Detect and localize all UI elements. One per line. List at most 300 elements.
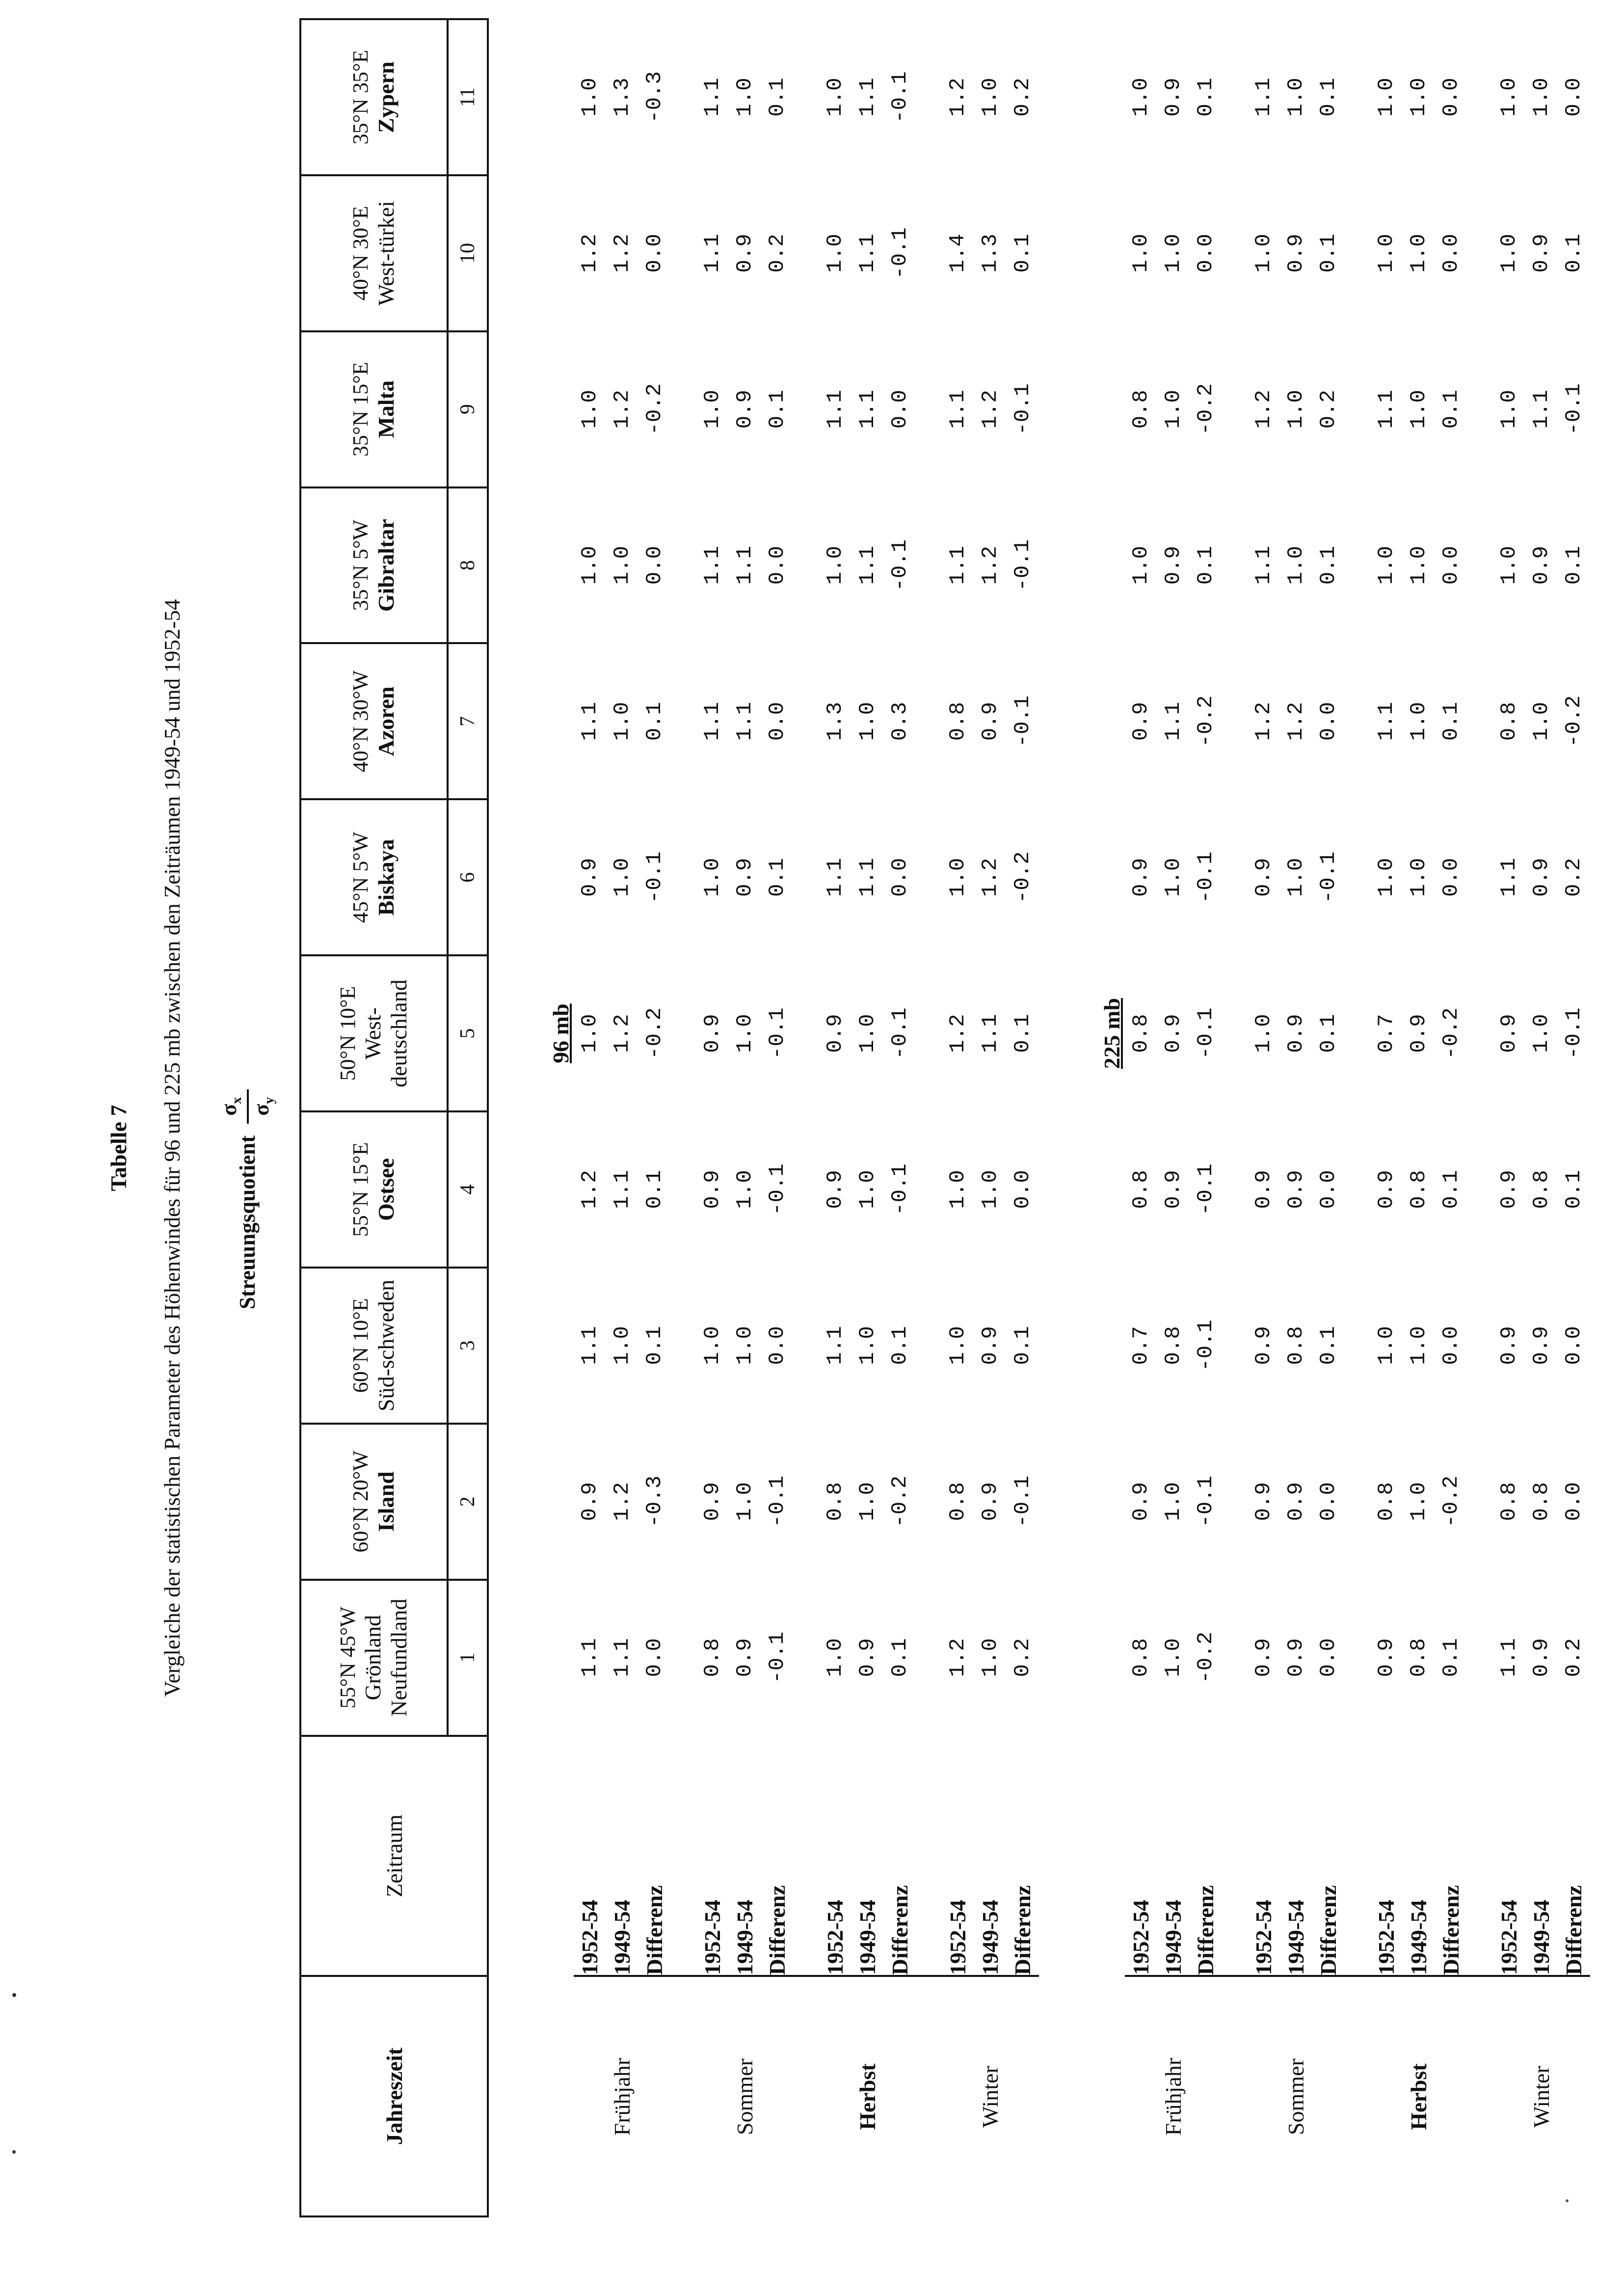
value-cell: 0.9 [1251,1326,1276,1365]
value-cell: 1.0 [1374,858,1399,897]
header-row-locations [300,19,448,2216]
location-coord: 40°N 30°E [348,206,373,301]
value-cell: 0.7 [1374,1014,1399,1053]
value-cell: 1.2 [578,234,602,273]
value-cell: 0.9 [1529,545,1554,585]
spacer-cell [1467,1736,1493,1976]
value-cell: 0.1 [642,1170,667,1209]
period-label: 1952-54 [696,1736,729,1976]
group-spacer [671,19,696,2216]
value-cell: 0.9 [1161,545,1186,585]
table-row [819,19,851,2216]
value-cell: 1.1 [1251,545,1276,585]
value-cell: 1.1 [855,78,880,117]
data-table [299,18,1590,2217]
section-label: 225 mb [1099,998,1124,1069]
value-cell: 1.0 [700,390,725,429]
value-cell: 0.9 [1251,1482,1276,1521]
value-cell: 1.0 [1161,1482,1186,1521]
value-cell: 1.1 [946,390,970,429]
value-cell: 0.9 [978,702,1003,741]
value-cell: 1.1 [733,545,757,585]
value-cell: 1.2 [946,78,970,117]
period-label: 1952-54 [1248,1736,1280,1976]
value-cell: 1.0 [1407,234,1431,273]
value-cell: 1.2 [610,1014,635,1053]
table-row [729,19,761,2216]
value-cell: 0.0 [765,702,790,741]
value-cell: 1.0 [1251,234,1276,273]
value-cell: 1.0 [1407,390,1431,429]
value-cell: 0.0 [1439,545,1463,585]
value-cell: 1.1 [578,702,602,741]
value-cell: 0.0 [1562,78,1586,117]
value-cell: 1.0 [1161,1638,1186,1677]
value-cell: 1.1 [578,1638,602,1677]
table-row [1493,19,1525,2216]
spacer-cell [794,1736,819,1976]
value-cell: 0.9 [1284,1014,1308,1053]
value-cell: -0.1 [1194,1007,1218,1059]
location-coord: 35°N 15°E [348,362,373,457]
value-cell: 1.1 [978,1014,1003,1053]
value-cell: 0.1 [888,1326,912,1365]
value-cell: 0.1 [765,78,790,117]
value-cell: 1.0 [1497,234,1521,273]
table-row [1370,19,1403,2216]
value-cell: 1.0 [733,1326,757,1365]
period-label: 1949-54 [851,1736,884,1976]
table-row [851,19,884,2216]
value-cell: 1.1 [823,1326,848,1365]
value-cell: 0.1 [1562,1170,1586,1209]
spacer-cell [916,1736,942,1976]
value-cell: 1.1 [1497,858,1521,897]
value-cell: 1.0 [1374,78,1399,117]
header-column-number-11: 11 [448,19,488,175]
value-cell: 1.1 [823,390,848,429]
denominator-symbol: σ [249,1104,273,1116]
value-cell: 0.0 [1439,234,1463,273]
value-cell: -0.1 [1562,383,1586,435]
value-cell: 0.9 [1497,1170,1521,1209]
value-cell: 0.0 [1562,1482,1586,1521]
value-cell: 1.1 [855,858,880,897]
value-cell: 0.1 [1439,702,1463,741]
value-cell: 0.0 [1316,1638,1341,1677]
value-cell: 0.8 [1129,390,1153,429]
numerator-subscript: x [229,1097,244,1104]
value-cell: 1.0 [1497,545,1521,585]
spacer-cell [1222,1736,1248,1976]
value-cell: 1.0 [1497,78,1521,117]
value-cell: 1.0 [1407,1326,1431,1365]
header-column-number-7: 7 [448,643,488,799]
spacer-cell [916,19,942,1736]
value-cell: 1.0 [610,545,635,585]
value-cell: 0.0 [1439,858,1463,897]
value-cell: 0.1 [1439,1170,1463,1209]
period-label: Differenz [1435,1736,1467,1976]
value-cell: 1.0 [978,78,1003,117]
table-row [639,19,671,2216]
period-label: Differenz [1312,1736,1345,1976]
value-cell: 1.2 [1251,702,1276,741]
value-cell: 0.9 [1529,234,1554,273]
value-cell: 0.0 [1439,1326,1463,1365]
period-label: 1952-54 [942,1736,974,1976]
value-cell: 0.9 [1497,1326,1521,1365]
value-cell: 1.1 [1529,390,1554,429]
value-cell: 0.9 [978,1326,1003,1365]
period-label: 1949-54 [729,1736,761,1976]
value-cell: 0.0 [765,1326,790,1365]
location-name: Süd-schweden [373,1279,399,1411]
value-cell: 1.0 [610,1326,635,1365]
value-cell: 1.0 [1251,1014,1276,1053]
value-cell: 1.0 [1284,390,1308,429]
value-cell: 0.1 [1011,1326,1035,1365]
value-cell: 1.1 [1374,702,1399,741]
period-label: 1952-54 [574,1736,606,1976]
location-name: Gibraltar [373,518,399,612]
value-cell: 0.9 [733,390,757,429]
value-cell: 0.9 [733,1638,757,1677]
value-cell: 1.1 [700,234,725,273]
value-cell: 0.1 [1316,1014,1341,1053]
value-cell: 0.8 [1407,1638,1431,1677]
period-label: Differenz [1190,1736,1222,1976]
value-cell: -0.3 [642,71,667,123]
table-row [606,19,639,2216]
value-cell: 0.0 [1439,78,1463,117]
value-cell: 0.8 [1529,1170,1554,1209]
location-coord: 55°N 45°W [335,1606,360,1709]
period-label: 1952-54 [1125,1736,1157,1976]
value-cell: 1.0 [823,545,848,585]
value-cell: 1.2 [978,545,1003,585]
value-cell: 0.8 [1529,1482,1554,1521]
location-coord: 60°N 20°W [348,1450,373,1553]
value-cell: 1.0 [700,858,725,897]
value-cell: 0.9 [733,858,757,897]
group-spacer [916,19,942,2216]
value-cell: 1.0 [1129,78,1153,117]
table-row [1125,19,1157,2216]
value-cell: 0.1 [1011,1014,1035,1053]
value-cell: 1.0 [578,545,602,585]
value-cell: -0.1 [642,851,667,904]
value-cell: -0.3 [642,1475,667,1528]
table-row [1403,19,1435,2216]
value-cell: 1.2 [610,390,635,429]
value-cell: 1.0 [733,1170,757,1209]
value-cell: 0.1 [1562,545,1586,585]
table-title: Tabelle 7 [106,1105,131,1191]
value-cell: 1.0 [946,1326,970,1365]
value-cell: 1.1 [855,390,880,429]
value-cell: 1.4 [946,234,970,273]
table-row [1435,19,1467,2216]
value-cell: 0.1 [888,1638,912,1677]
value-cell: 1.1 [1251,78,1276,117]
value-cell: 0.9 [823,1170,848,1209]
value-cell: 1.1 [578,1326,602,1365]
table-row [974,19,1007,2216]
value-cell: 1.0 [578,1014,602,1053]
period-label: 1949-54 [1280,1736,1312,1976]
scan-speck [12,1993,16,1997]
location-name: Ostsee [373,1158,399,1221]
value-cell: 1.0 [1284,545,1308,585]
spacer-cell [916,1976,942,2216]
value-cell: -0.1 [765,1007,790,1059]
value-cell: 1.0 [578,390,602,429]
value-cell: 0.0 [642,234,667,273]
location-coord: 45°N 5°W [348,832,373,923]
season-label: Winter [1529,2066,1554,2128]
table-row [761,19,794,2216]
value-cell: -0.2 [1194,1631,1218,1684]
value-cell: 0.8 [946,702,970,741]
value-cell: 0.1 [642,1326,667,1365]
value-cell: 1.0 [1407,858,1431,897]
value-cell: 0.8 [1284,1326,1308,1365]
value-cell: -0.2 [1439,1007,1463,1059]
value-cell: 0.1 [1316,234,1341,273]
value-cell: -0.1 [765,1163,790,1216]
scan-speck [12,2150,16,2154]
value-cell: 1.0 [855,702,880,741]
value-cell: 1.0 [1129,545,1153,585]
value-cell: 0.2 [1011,1638,1035,1677]
season-label: Winter [978,2066,1003,2128]
value-cell: -0.1 [765,1631,790,1684]
value-cell: 1.0 [946,1170,970,1209]
spacer-cell [671,19,696,1736]
sigma-ratio-fraction [218,1089,276,1124]
value-cell: -0.1 [888,1007,912,1059]
value-cell: 0.9 [733,234,757,273]
table-row [1157,19,1190,2216]
streuungsquotient-label: Streuungsquotient [235,1135,260,1309]
value-cell: 1.2 [610,234,635,273]
value-cell: 1.1 [823,858,848,897]
value-cell: 1.1 [1161,702,1186,741]
period-label: 1949-54 [606,1736,639,1976]
value-cell: 1.1 [1497,1638,1521,1677]
value-cell: 0.1 [765,858,790,897]
value-cell: 1.2 [610,1482,635,1521]
value-cell: -0.1 [888,539,912,592]
header-column-number-9: 9 [448,331,488,487]
table-row [1007,19,1039,2216]
group-spacer [1222,19,1248,2216]
table-body [488,19,1590,2216]
value-cell: -0.1 [1011,695,1035,748]
value-cell: -0.1 [888,227,912,279]
numerator-symbol: σ [217,1104,241,1116]
period-label: 1949-54 [1157,1736,1190,1976]
value-cell: 1.0 [1161,390,1186,429]
value-cell: 0.9 [1497,1014,1521,1053]
value-cell: 1.0 [578,78,602,117]
value-cell: 0.9 [1284,1482,1308,1521]
value-cell: -0.2 [888,1475,912,1528]
period-label: 1952-54 [1493,1736,1525,1976]
value-cell: 1.2 [978,858,1003,897]
location-name: Island [373,1471,399,1532]
value-cell: 0.8 [700,1638,725,1677]
location-name: West-türkei [373,201,399,306]
header-zeitraum: Zeitraum [300,1736,488,1976]
value-cell: 0.2 [1562,1638,1586,1677]
value-cell: 0.1 [1194,545,1218,585]
spacer-cell [671,1976,696,2216]
value-cell: -0.1 [1194,1475,1218,1528]
section-spacer [1039,1111,1125,2216]
table-row [1280,19,1312,2216]
value-cell: 1.0 [978,1638,1003,1677]
header-column-number-6: 6 [448,799,488,955]
spacer-cell [1467,19,1493,1736]
value-cell: -0.1 [888,1163,912,1216]
value-cell: 0.8 [823,1482,848,1521]
table-row [1525,19,1558,2216]
value-cell: 0.9 [578,858,602,897]
value-cell: 0.9 [1129,858,1153,897]
value-cell: 0.9 [1251,1170,1276,1209]
value-cell: 1.0 [1407,1482,1431,1521]
value-cell: -0.1 [1011,1475,1035,1528]
period-label: Differenz [1007,1736,1039,1976]
value-cell: 1.0 [855,1170,880,1209]
value-cell: 1.0 [1529,78,1554,117]
value-cell: 0.8 [1129,1014,1153,1053]
value-cell: 1.0 [1529,702,1554,741]
value-cell: 0.9 [1129,702,1153,741]
value-cell: 0.9 [978,1482,1003,1521]
value-cell: 0.1 [1439,1638,1463,1677]
value-cell: 0.9 [1129,1482,1153,1521]
location-coord: 35°N 5°W [348,519,373,611]
value-cell: 0.8 [1497,1482,1521,1521]
header-location-8 [300,487,448,644]
value-cell: 1.0 [700,1326,725,1365]
value-cell: 0.0 [1316,702,1341,741]
value-cell: 1.0 [1161,858,1186,897]
value-cell: 0.0 [765,545,790,585]
value-cell: -0.1 [1562,1007,1586,1059]
season-label: Herbst [1406,2063,1431,2130]
section-spacer [488,1111,574,2216]
spacer-cell [671,1736,696,1976]
denominator-subscript: y [261,1097,277,1104]
value-cell: 0.9 [823,1014,848,1053]
value-cell: 1.2 [1284,702,1308,741]
value-cell: 1.0 [823,78,848,117]
header-location-7 [300,643,448,799]
value-cell: 0.9 [1284,1638,1308,1677]
value-cell: 0.9 [1251,858,1276,897]
value-cell: 0.2 [1562,858,1586,897]
spacer-cell [794,19,819,1736]
value-cell: 1.2 [946,1638,970,1677]
value-cell: 1.1 [700,702,725,741]
scan-speck [1566,2199,1569,2202]
header-column-number-8: 8 [448,487,488,644]
period-label: Differenz [639,1736,671,1976]
header-location-11 [300,19,448,175]
header-column-number-5: 5 [448,955,488,1111]
season-label: Sommer [1283,2058,1308,2135]
value-cell: 0.9 [855,1638,880,1677]
value-cell: 0.1 [765,390,790,429]
value-cell: 0.8 [1129,1170,1153,1209]
value-cell: 0.1 [1562,234,1586,273]
spacer-cell [794,1976,819,2216]
value-cell: 0.8 [1129,1638,1153,1677]
spacer-cell [1467,1976,1493,2216]
value-cell: 1.0 [1374,234,1399,273]
value-cell: 0.1 [1316,78,1341,117]
location-name: Zypern [373,61,399,133]
spacer-cell [1222,1976,1248,2216]
value-cell: 0.9 [700,1014,725,1053]
value-cell: 0.0 [642,1638,667,1677]
value-cell: 1.0 [1374,545,1399,585]
value-cell: 0.1 [1316,1326,1341,1365]
value-cell: 1.0 [733,1014,757,1053]
value-cell: 0.9 [1529,1638,1554,1677]
header-location-9 [300,331,448,487]
period-label: 1952-54 [1370,1736,1403,1976]
header-location-1 [300,1580,448,1736]
value-cell: 1.0 [1407,702,1431,741]
season-label: Frühjahr [610,2057,635,2136]
value-cell: -0.1 [1011,383,1035,435]
fraction-denominator [249,1097,276,1116]
value-cell: -0.2 [642,1007,667,1059]
value-cell: 1.1 [610,1170,635,1209]
location-name: West-deutschland [360,979,412,1087]
value-cell: 0.9 [1529,858,1554,897]
period-label: 1949-54 [1525,1736,1558,1976]
value-cell: 1.0 [1129,234,1153,273]
section-label: 96 mb [548,1003,573,1063]
value-cell: 0.0 [1316,1170,1341,1209]
group-spacer [1345,19,1370,2216]
value-cell: 1.0 [1497,390,1521,429]
location-coord: 40°N 30°W [348,670,373,773]
value-cell: 1.3 [823,702,848,741]
location-name: Malta [373,380,399,438]
value-cell: -0.1 [1316,851,1341,904]
table-subtitle: Vergleiche der statistischen Parameter des Höhenwindes für 96 und 225 mb zwischen den Zeiträumen 1949-54 und 1952-54 [160,599,185,1697]
period-label: 1949-54 [1403,1736,1435,1976]
value-cell: 1.0 [823,1638,848,1677]
value-cell: 1.2 [1251,390,1276,429]
value-cell: 0.0 [1011,1170,1035,1209]
value-cell: 0.1 [1194,78,1218,117]
season-label: Frühjahr [1161,2057,1186,2136]
value-cell: 0.9 [1374,1638,1399,1677]
header-column-number-3: 3 [448,1268,488,1424]
table-row [1248,19,1280,2216]
table-row [884,19,916,2216]
location-name: Biskaya [373,839,399,916]
table-header [300,19,488,2216]
